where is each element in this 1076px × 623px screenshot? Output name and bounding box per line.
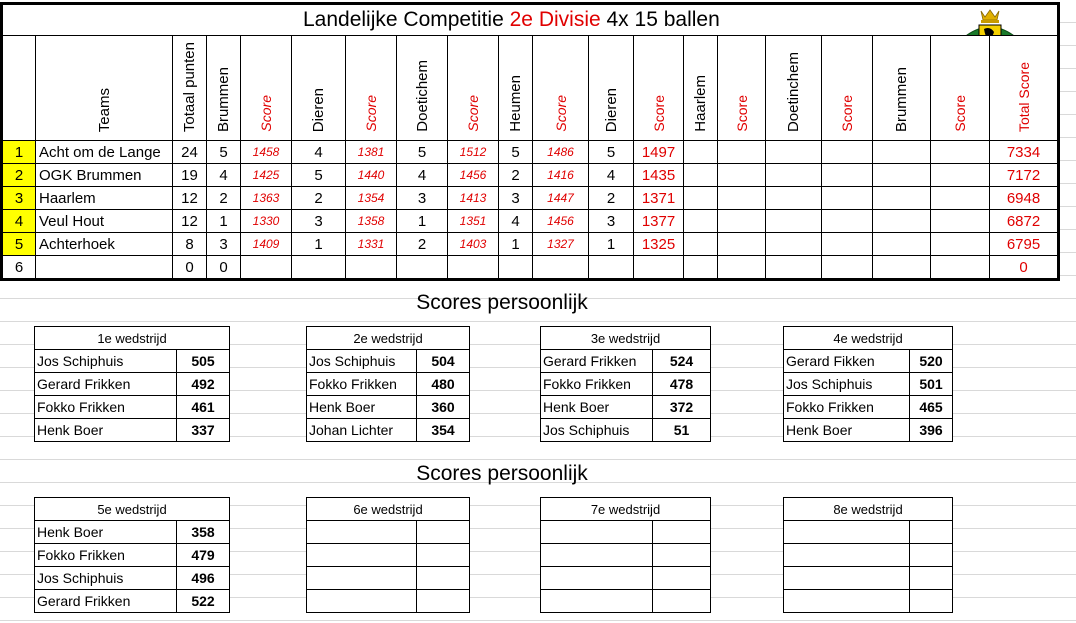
player-name: Gerard Fikken — [784, 350, 910, 373]
player-score — [417, 590, 470, 613]
match-title: 7e wedstrijd — [541, 498, 711, 521]
score-cell: 1331 — [346, 233, 397, 256]
match-points: 3 — [292, 210, 346, 233]
match-box — [306, 326, 470, 442]
match-points: 4 — [589, 164, 634, 187]
match-points — [499, 256, 533, 280]
table-row — [2, 187, 1059, 210]
match-points — [873, 256, 931, 280]
table-row — [2, 256, 1059, 280]
match-points: 2 — [499, 164, 533, 187]
player-name: Johan Lichter — [307, 419, 417, 442]
player-score: 396 — [910, 419, 953, 442]
player-row — [307, 350, 470, 373]
player-name: Henk Boer — [35, 419, 177, 442]
player-row — [35, 590, 230, 613]
rank-cell: 3 — [2, 187, 36, 210]
player-score — [910, 521, 953, 544]
score-cell — [931, 233, 990, 256]
title-division: 2e Divisie — [509, 8, 601, 31]
title-text: Landelijke Competitie — [303, 8, 510, 31]
score-cell — [822, 256, 873, 280]
player-name: Jos Schiphuis — [541, 419, 653, 442]
match-title: 5e wedstrijd — [35, 498, 230, 521]
header-opponent: Brummen — [215, 66, 232, 132]
match-points — [684, 210, 718, 233]
player-score: 522 — [177, 590, 230, 613]
total-points: 12 — [173, 187, 207, 210]
player-name: Fokko Frikken — [784, 396, 910, 419]
score-cell: 1486 — [533, 141, 589, 164]
player-row — [35, 521, 230, 544]
match-title: 8e wedstrijd — [784, 498, 953, 521]
match-box — [540, 497, 711, 613]
player-row — [307, 373, 470, 396]
match-points — [873, 141, 931, 164]
team-name: OGK Brummen — [36, 164, 173, 187]
player-row — [307, 521, 470, 544]
match-points — [766, 210, 822, 233]
match-points: 2 — [292, 187, 346, 210]
header-points: Totaal punten — [181, 41, 198, 132]
score-cell — [346, 256, 397, 280]
player-name: Gerard Frikken — [541, 350, 653, 373]
player-row — [35, 567, 230, 590]
player-row — [307, 567, 470, 590]
score-cell: 1447 — [533, 187, 589, 210]
player-name: Fokko Frikken — [541, 373, 653, 396]
total-score: 7334 — [990, 141, 1059, 164]
player-score — [910, 567, 953, 590]
standings-table — [0, 2, 1060, 281]
player-name — [307, 567, 417, 590]
player-score: 372 — [653, 396, 711, 419]
match-points — [397, 256, 448, 280]
match-points: 1 — [207, 210, 241, 233]
header-total-score: Total Score — [1015, 61, 1032, 132]
player-score: 461 — [177, 396, 230, 419]
match-points — [766, 256, 822, 280]
header-score: Score — [258, 95, 274, 132]
player-row — [307, 396, 470, 419]
match-points: 5 — [499, 141, 533, 164]
match-title: 3e wedstrijd — [541, 327, 711, 350]
score-cell: 1403 — [448, 233, 499, 256]
player-score: 501 — [910, 373, 953, 396]
match-points: 3 — [499, 187, 533, 210]
match-points: 1 — [292, 233, 346, 256]
crest-logo-icon — [961, 5, 1019, 36]
match-title: 2e wedstrijd — [307, 327, 470, 350]
score-cell — [931, 210, 990, 233]
header-score: Score — [839, 95, 855, 132]
header-row — [2, 36, 1059, 141]
player-name — [541, 544, 653, 567]
total-score: 0 — [990, 256, 1059, 280]
match-points: 3 — [207, 233, 241, 256]
player-score: 337 — [177, 419, 230, 442]
header-score: Score — [733, 95, 750, 132]
player-score — [653, 544, 711, 567]
match-box — [34, 326, 230, 442]
table-row — [2, 233, 1059, 256]
player-score: 478 — [653, 373, 711, 396]
match-points: 3 — [589, 210, 634, 233]
total-points: 0 — [173, 256, 207, 280]
score-cell — [241, 256, 292, 280]
total-score: 6948 — [990, 187, 1059, 210]
score-cell — [822, 141, 873, 164]
player-name — [307, 544, 417, 567]
score-cell — [822, 210, 873, 233]
match-points: 5 — [207, 141, 241, 164]
match-points — [766, 187, 822, 210]
match-points: 2 — [589, 187, 634, 210]
total-score: 7172 — [990, 164, 1059, 187]
header-opponent: Dieren — [310, 87, 327, 132]
player-row — [784, 521, 953, 544]
total-points: 19 — [173, 164, 207, 187]
rank-cell: 6 — [2, 256, 36, 280]
player-row — [541, 521, 711, 544]
player-name — [784, 544, 910, 567]
score-cell: 1413 — [448, 187, 499, 210]
player-name: Jos Schiphuis — [35, 350, 177, 373]
score-cell — [634, 256, 684, 280]
score-cell: 1512 — [448, 141, 499, 164]
player-score: 496 — [177, 567, 230, 590]
match-points — [873, 233, 931, 256]
score-cell: 1458 — [241, 141, 292, 164]
player-name — [784, 567, 910, 590]
player-score — [417, 567, 470, 590]
player-name: Gerard Frikken — [35, 590, 177, 613]
player-name — [541, 521, 653, 544]
player-row — [541, 350, 711, 373]
score-cell: 1351 — [448, 210, 499, 233]
match-points — [766, 233, 822, 256]
score-cell: 1435 — [634, 164, 684, 187]
section-title-top: Scores persoonlijk — [416, 291, 588, 314]
player-row — [784, 544, 953, 567]
player-score — [417, 521, 470, 544]
match-points — [684, 141, 718, 164]
player-row — [784, 567, 953, 590]
player-row — [307, 544, 470, 567]
score-cell — [718, 141, 766, 164]
match-title: 4e wedstrijd — [784, 327, 953, 350]
table-row — [2, 141, 1059, 164]
match-points: 4 — [499, 210, 533, 233]
player-row — [784, 373, 953, 396]
rank-cell: 4 — [2, 210, 36, 233]
team-name: Achterhoek — [36, 233, 173, 256]
player-score: 360 — [417, 396, 470, 419]
score-cell — [718, 210, 766, 233]
match-points: 4 — [207, 164, 241, 187]
score-cell: 1456 — [533, 210, 589, 233]
player-name: Jos Schiphuis — [35, 567, 177, 590]
player-name: Fokko Frikken — [35, 544, 177, 567]
team-name: Acht om de Lange — [36, 141, 173, 164]
score-cell: 1377 — [634, 210, 684, 233]
player-score: 505 — [177, 350, 230, 373]
header-score: Score — [363, 95, 379, 132]
team-name — [36, 256, 173, 280]
player-score — [653, 567, 711, 590]
player-row — [541, 373, 711, 396]
match-points: 0 — [207, 256, 241, 280]
match-points: 5 — [397, 141, 448, 164]
player-score: 520 — [910, 350, 953, 373]
match-points: 1 — [589, 233, 634, 256]
match-points — [873, 187, 931, 210]
player-name — [784, 521, 910, 544]
player-row — [784, 350, 953, 373]
header-score: Score — [465, 95, 481, 132]
score-cell — [822, 164, 873, 187]
rank-cell: 2 — [2, 164, 36, 187]
score-cell — [718, 256, 766, 280]
player-row — [35, 544, 230, 567]
player-row — [784, 590, 953, 613]
rank-cell: 5 — [2, 233, 36, 256]
header-opponent: Haarlem — [692, 75, 709, 132]
player-row — [35, 396, 230, 419]
player-name — [541, 590, 653, 613]
score-cell: 1416 — [533, 164, 589, 187]
player-score: 479 — [177, 544, 230, 567]
player-name: Henk Boer — [35, 521, 177, 544]
score-cell: 1371 — [634, 187, 684, 210]
score-cell: 1327 — [533, 233, 589, 256]
player-row — [541, 419, 711, 442]
score-cell — [822, 187, 873, 210]
match-box — [783, 326, 953, 442]
player-row — [541, 590, 711, 613]
match-points — [873, 210, 931, 233]
score-cell: 1381 — [346, 141, 397, 164]
score-cell: 1497 — [634, 141, 684, 164]
player-row — [307, 419, 470, 442]
player-score: 51 — [653, 419, 711, 442]
player-name: Gerard Frikken — [35, 373, 177, 396]
player-name: Fokko Frikken — [307, 373, 417, 396]
player-name: Henk Boer — [784, 419, 910, 442]
player-row — [784, 419, 953, 442]
player-name — [541, 567, 653, 590]
score-cell: 1425 — [241, 164, 292, 187]
match-points — [766, 164, 822, 187]
header-opponent: Heumen — [507, 75, 524, 132]
page-title — [2, 4, 1059, 36]
player-name: Jos Schiphuis — [784, 373, 910, 396]
score-cell — [822, 233, 873, 256]
player-name: Fokko Frikken — [35, 396, 177, 419]
player-row — [541, 544, 711, 567]
player-row — [307, 590, 470, 613]
player-score: 504 — [417, 350, 470, 373]
total-points: 24 — [173, 141, 207, 164]
score-cell: 1440 — [346, 164, 397, 187]
match-points — [684, 233, 718, 256]
match-title: 6e wedstrijd — [307, 498, 470, 521]
header-score: Score — [552, 95, 569, 132]
match-points — [684, 164, 718, 187]
match-points: 1 — [397, 210, 448, 233]
match-points — [684, 187, 718, 210]
total-score: 6795 — [990, 233, 1059, 256]
player-score — [417, 544, 470, 567]
header-teams: Teams — [95, 87, 113, 132]
match-box — [34, 497, 230, 613]
player-score — [653, 590, 711, 613]
player-row — [35, 350, 230, 373]
player-score — [910, 544, 953, 567]
score-cell — [718, 233, 766, 256]
header-opponent: Dieren — [602, 87, 620, 132]
total-score: 6872 — [990, 210, 1059, 233]
player-score — [910, 590, 953, 613]
player-score: 354 — [417, 419, 470, 442]
match-title: 1e wedstrijd — [35, 327, 230, 350]
player-name — [307, 521, 417, 544]
match-points — [684, 256, 718, 280]
match-box — [783, 497, 953, 613]
player-score: 492 — [177, 373, 230, 396]
match-points: 4 — [397, 164, 448, 187]
score-cell: 1325 — [634, 233, 684, 256]
player-score: 524 — [653, 350, 711, 373]
section-title-bottom: Scores persoonlijk — [416, 462, 588, 485]
score-cell — [448, 256, 499, 280]
player-row — [541, 567, 711, 590]
score-cell: 1354 — [346, 187, 397, 210]
table-row — [2, 210, 1059, 233]
score-cell: 1330 — [241, 210, 292, 233]
match-points — [766, 141, 822, 164]
total-points: 12 — [173, 210, 207, 233]
match-points: 2 — [397, 233, 448, 256]
score-cell — [533, 256, 589, 280]
title-balls: 4x 15 ballen — [600, 8, 720, 31]
match-points: 5 — [589, 141, 634, 164]
score-cell — [931, 187, 990, 210]
team-name: Haarlem — [36, 187, 173, 210]
header-score: Score — [650, 95, 667, 132]
score-cell — [718, 164, 766, 187]
score-cell: 1363 — [241, 187, 292, 210]
score-cell — [931, 141, 990, 164]
header-score: Score — [952, 95, 968, 132]
player-name: Henk Boer — [307, 396, 417, 419]
match-points: 4 — [292, 141, 346, 164]
player-score — [653, 521, 711, 544]
player-score: 465 — [910, 396, 953, 419]
player-name: Henk Boer — [541, 396, 653, 419]
player-name — [307, 590, 417, 613]
player-row — [784, 396, 953, 419]
score-cell: 1456 — [448, 164, 499, 187]
match-points — [589, 256, 634, 280]
score-cell — [718, 187, 766, 210]
player-name: Jos Schiphuis — [307, 350, 417, 373]
header-opponent: Doetinchem — [785, 51, 802, 132]
rank-cell: 1 — [2, 141, 36, 164]
match-points: 2 — [207, 187, 241, 210]
match-points — [292, 256, 346, 280]
player-row — [35, 419, 230, 442]
header-opponent: Doetichem — [413, 60, 431, 132]
header-opponent: Brummen — [893, 66, 910, 132]
score-cell — [931, 164, 990, 187]
match-points — [873, 164, 931, 187]
player-name — [784, 590, 910, 613]
total-points: 8 — [173, 233, 207, 256]
score-cell: 1409 — [241, 233, 292, 256]
player-score: 358 — [177, 521, 230, 544]
player-row — [35, 373, 230, 396]
match-points: 5 — [292, 164, 346, 187]
player-row — [541, 396, 711, 419]
score-cell: 1358 — [346, 210, 397, 233]
standings-sheet — [0, 2, 1060, 281]
table-row — [2, 164, 1059, 187]
match-points: 3 — [397, 187, 448, 210]
team-name: Veul Hout — [36, 210, 173, 233]
player-score: 480 — [417, 373, 470, 396]
match-box — [306, 497, 470, 613]
match-points: 1 — [499, 233, 533, 256]
score-cell — [931, 256, 990, 280]
match-box — [540, 326, 711, 442]
